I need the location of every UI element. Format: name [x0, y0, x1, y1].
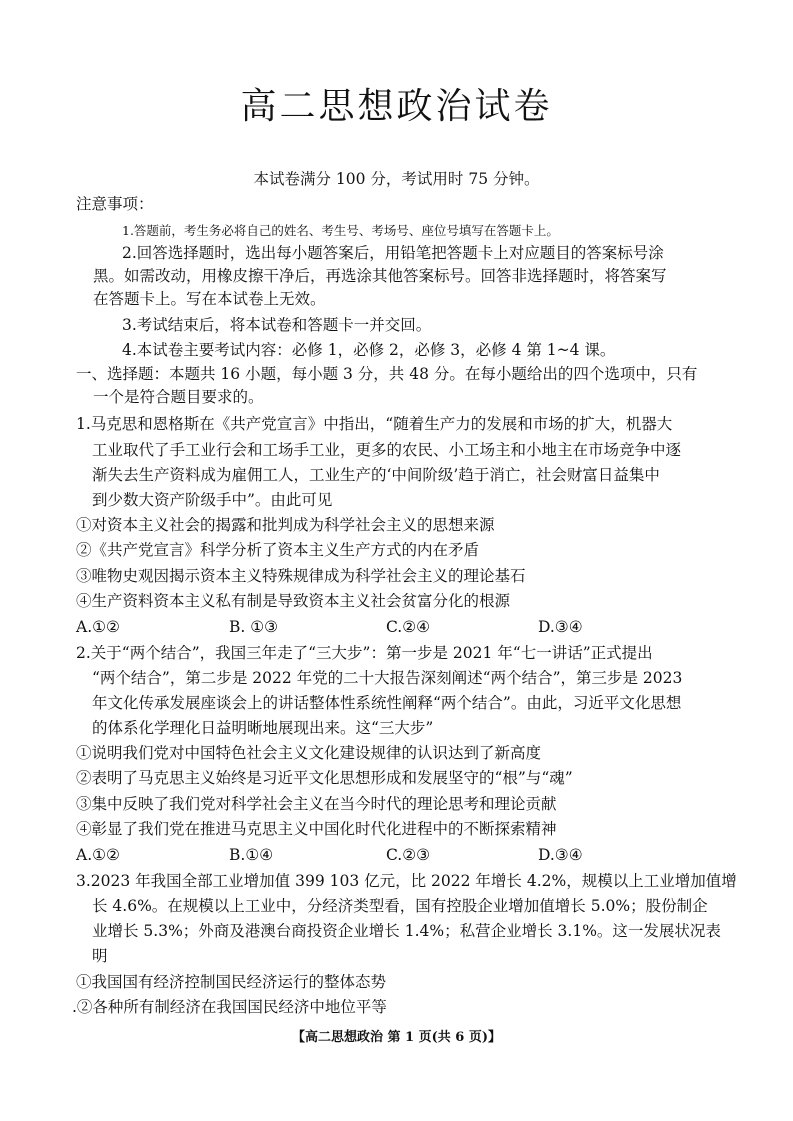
page-footer: 【高二思想政治 第 1 页(共 6 页)】	[291, 1030, 502, 1045]
q3-stem-line-2: 长 4.6%。在规模以上工业中，分经济类型看，国有控股企业增加值增长 5.0%；股份制企	[92, 897, 708, 915]
q2-option-b[interactable]: B.①④	[229, 846, 274, 864]
notice-item-2-line-2: 黑。如需改动，用橡皮擦干净后，再选涂其他答案标号。回答非选择题时，将答案写	[93, 267, 667, 285]
q2-statement-1: ①说明我们党对中国特色社会主义文化建设规律的认识达到了新高度	[76, 744, 542, 762]
q3-stem-line-1: 3.2023 年我国全部工业增加值 399 103 亿元，比 2022 年增长 4.2%，规模以上工业增加值增	[76, 872, 737, 890]
notice-item-2-line-3: 在答题卡上。写在本试卷上无效。	[93, 290, 326, 308]
q1-option-d[interactable]: D.③④	[538, 618, 583, 636]
q2-statement-2: ②表明了马克思主义始终是习近平文化思想形成和发展坚守的“根”与“魂”	[76, 769, 573, 787]
q1-statement-2: ②《共产党宣言》科学分析了资本主义生产方式的内在矛盾	[76, 541, 480, 559]
q2-option-a[interactable]: A.①②	[76, 846, 120, 864]
q1-option-a[interactable]: A.①②	[76, 618, 120, 636]
notice-heading: 注意事项：	[76, 195, 154, 213]
exam-info: 本试卷满分 100 分，考试用时 75 分钟。	[253, 170, 540, 188]
q2-statement-4: ④彰显了我们党在推进马克思主义中国化时代化进程中的不断探索精神	[76, 820, 557, 838]
q2-stem-line-3: 年文化传承发展座谈会上的讲话整体性系统性阐释“两个结合”。由此，习近平文化思想	[92, 694, 682, 712]
notice-item-4: 4.本试卷主要考试内容：必修 1，必修 2，必修 3，必修 4 第 1~4 课。	[122, 341, 616, 359]
q1-stem-line-2: 工业取代了手工业行会和工场手工业，更多的农民、小工场主和小地主在市场竞争中逐	[92, 441, 682, 459]
q1-option-c[interactable]: C.②④	[386, 618, 431, 636]
page-title: 高二思想政治试卷	[240, 86, 553, 127]
q2-statement-3: ③集中反映了我们党对科学社会主义在当今时代的理论思考和理论贡献	[76, 795, 557, 813]
q1-statement-1: ①对资本主义社会的揭露和批判成为科学社会主义的思想来源	[76, 516, 495, 534]
q1-stem-line-3: 渐失去生产资料成为雇佣工人，工业生产的‘中间阶级’趋于消亡，社会财富日益集中	[92, 466, 660, 484]
q3-stem-line-4: 明	[92, 947, 108, 965]
q2-stem-line-4: 的体系化学理化日益明晰地展现出来。这“三大步”	[92, 719, 434, 737]
q2-option-c[interactable]: C.②③	[386, 846, 431, 864]
q1-stem-line-1: 1.马克思和恩格斯在《共产党宣言》中指出，“随着生产力的发展和市场的扩大，机器大	[76, 415, 673, 433]
q1-stem-line-4: 到少数大资产阶级手中”。由此可见	[92, 491, 333, 509]
q1-statement-4: ④生产资料资本主义私有制是导致资本主义社会贫富分化的根源	[76, 592, 511, 610]
notice-item-3: 3.考试结束后，将本试卷和答题卡一并交回。	[122, 316, 432, 334]
q3-stem-line-3: 业增长 5.3%；外商及港澳台商投资企业增长 1.4%；私营企业增长 3.1%。这一发展状况表	[92, 922, 721, 940]
notice-item-1: 1.答题前，考生务必将自己的姓名、考生号、考场号、座位号填写在答题卡上。	[122, 223, 559, 238]
section-heading-line-2: 一个是符合题目要求的。	[93, 388, 264, 406]
q3-statement-2: .②各种所有制经济在我国国民经济中地位平等	[72, 998, 387, 1016]
q2-stem-line-2: “两个结合”，第二步是 2022 年党的二十大报告深刻阐述“两个结合”，第三步是 2023	[92, 669, 683, 687]
section-heading-line-1: 一、选择题：本题共 16 小题，每小题 3 分，共 48 分。在每小题给出的四个选项中，只有	[76, 365, 698, 383]
q3-statement-1: ①我国国有经济控制国民经济运行的整体态势	[76, 973, 387, 991]
q1-option-b[interactable]: B. ①③	[229, 618, 279, 636]
q1-statement-3: ③唯物史观因揭示资本主义特殊规律成为科学社会主义的理论基石	[76, 567, 526, 585]
q2-stem-line-1: 2.关于“两个结合”，我国三年走了“三大步”：第一步是 2021 年“七一讲话”正式提出	[76, 644, 653, 662]
notice-item-2-line-1: 2.回答选择题时，选出每小题答案后，用铅笔把答题卡上对应题目的答案标号涂	[122, 244, 664, 262]
q2-option-d[interactable]: D.③④	[538, 846, 583, 864]
